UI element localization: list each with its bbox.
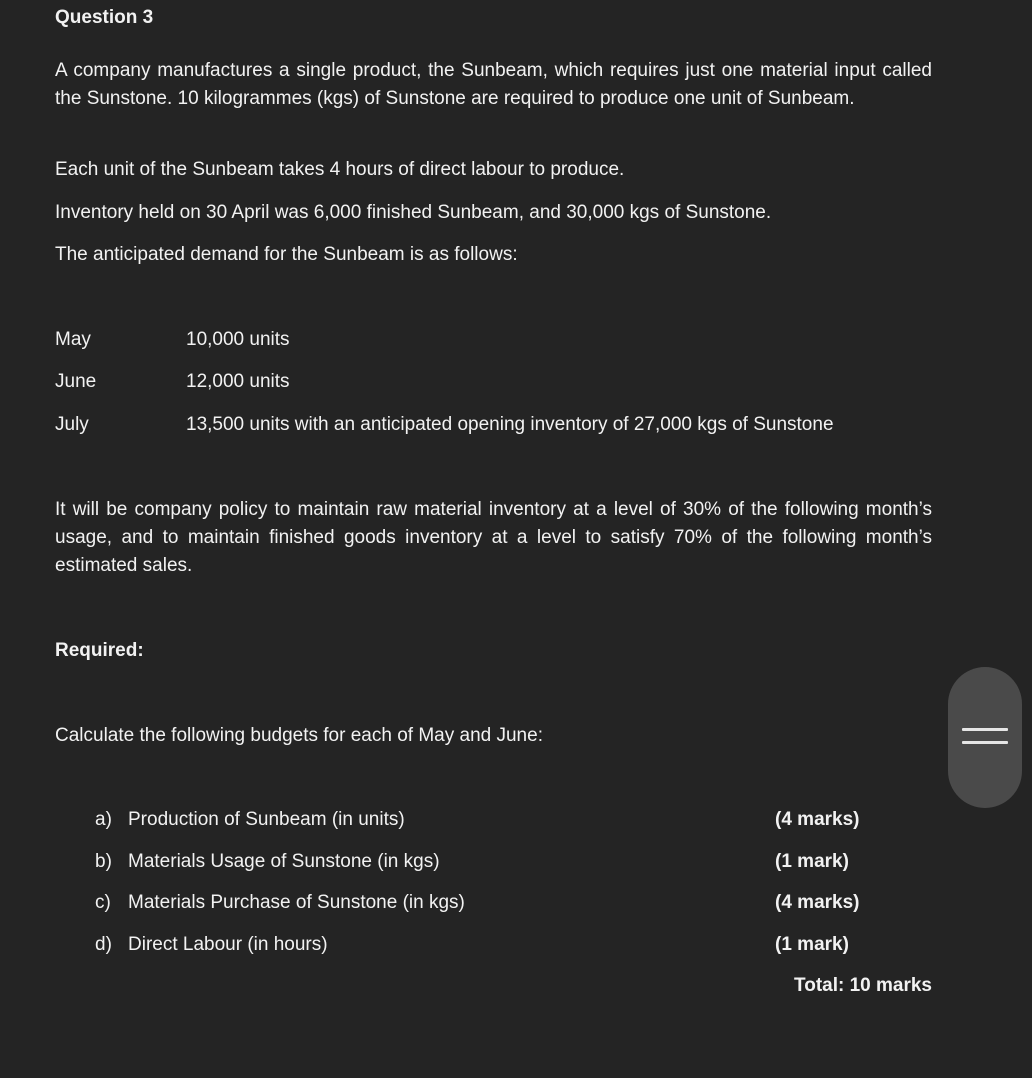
demand-value: 12,000 units	[186, 371, 290, 392]
total-marks: Total: 10 marks	[794, 975, 932, 996]
intro-paragraph: A company manufactures a single product, the Sunbeam, which requires just one material input called the Sunstone. 10 kilogrammes (kgs) of Sunstone are required to produce one unit of Sunbeam.	[55, 60, 932, 109]
task-letter: b)	[95, 851, 112, 872]
demand-month: May	[55, 329, 91, 350]
task-letter: a)	[95, 809, 112, 830]
demand-value: 13,500 units with an anticipated opening inventory of 27,000 kgs of Sunstone	[186, 414, 834, 435]
task-marks: (4 marks)	[775, 809, 860, 830]
demand-value: 10,000 units	[186, 329, 290, 350]
required-label: Required:	[55, 640, 144, 661]
task-text: Materials Usage of Sunstone (in kgs)	[128, 851, 440, 872]
task-marks: (1 mark)	[775, 851, 849, 872]
drag-handle-button[interactable]	[948, 667, 1022, 808]
task-letter: d)	[95, 934, 112, 955]
demand-intro: The anticipated demand for the Sunbeam is as follows:	[55, 244, 518, 265]
task-text: Materials Purchase of Sunstone (in kgs)	[128, 892, 465, 913]
instruction-paragraph: Calculate the following budgets for each of May and June:	[55, 725, 543, 746]
task-text: Direct Labour (in hours)	[128, 934, 328, 955]
demand-month: June	[55, 371, 97, 392]
task-letter: c)	[95, 892, 111, 913]
task-marks: (4 marks)	[775, 892, 860, 913]
inventory-paragraph: Inventory held on 30 April was 6,000 finished Sunbeam, and 30,000 kgs of Sunstone.	[55, 202, 772, 223]
task-text: Production of Sunbeam (in units)	[128, 809, 405, 830]
labour-paragraph: Each unit of the Sunbeam takes 4 hours of direct labour to produce.	[55, 159, 625, 180]
task-marks: (1 mark)	[775, 934, 849, 955]
demand-month: July	[55, 414, 89, 435]
policy-paragraph: It will be company policy to maintain raw material inventory at a level of 30% of the following month’s usage, and to maintain finished goods inventory at a level to satisfy 70% of the following month’s estimated sales.	[55, 499, 932, 576]
question-title: Question 3	[55, 7, 154, 28]
